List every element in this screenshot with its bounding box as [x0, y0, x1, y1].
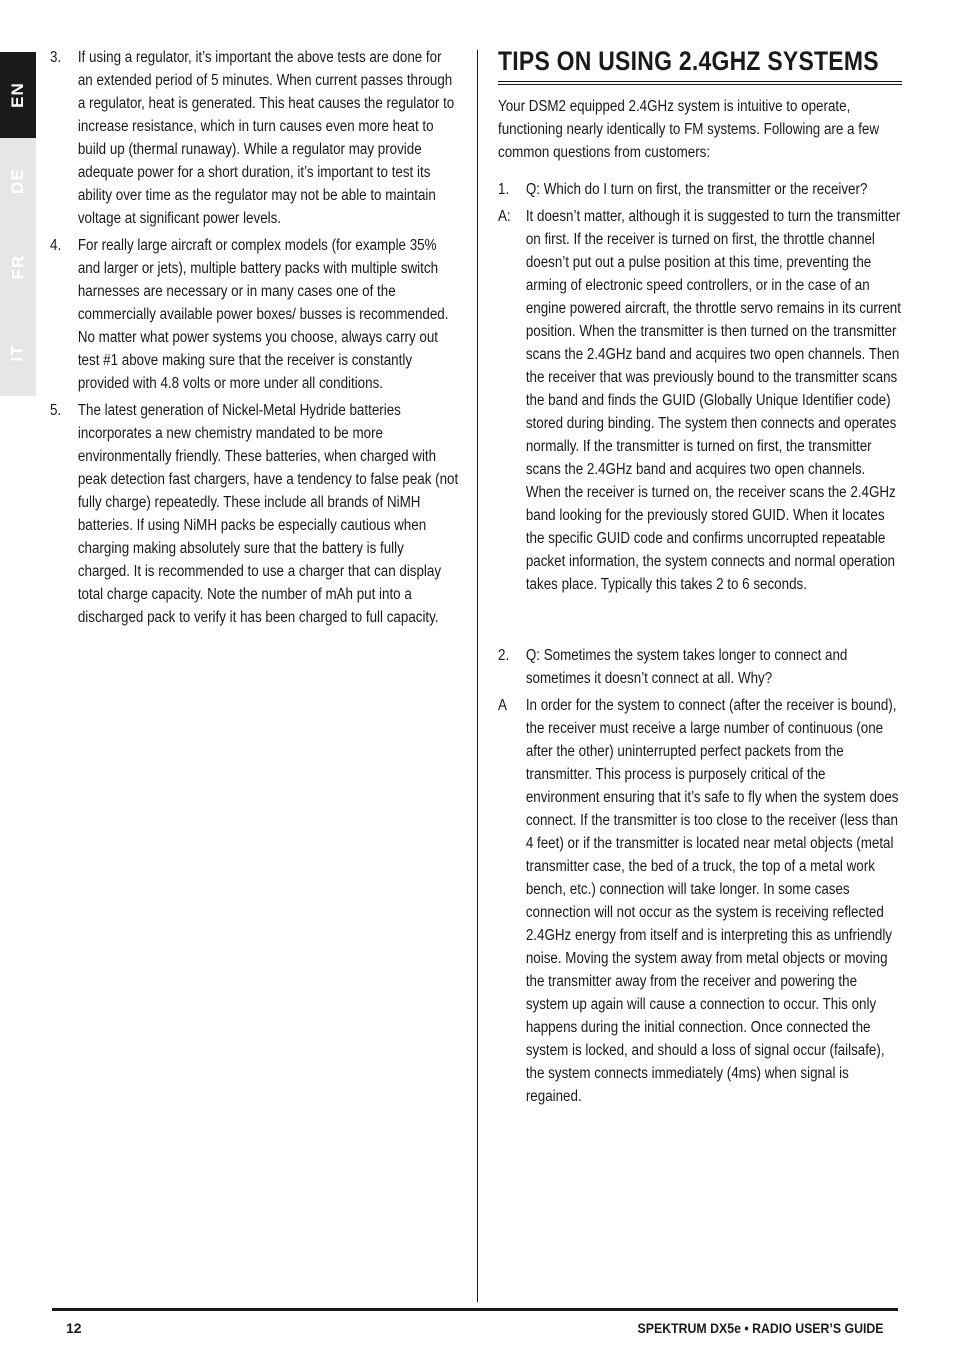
lang-tab-label: IT: [7, 344, 27, 362]
answer-text: It doesn’t matter, although it is suggested to turn the transmitter on first. If the receiver is turned on first, the throttle channel doesn’t put out a pulse position at this time, preventing the arming of electronic speed controllers, or in the case of an engine powered aircraft, the throttle servo remains in its current position. When the transmitter is then turned on the transmitter scans the 2.4GHz band and acquires two open channels. Then the receiver that was previously bound to the transmitter scans the band and finds the GUID (Globally Unique Identifier code) stored during binding. The system then connects and operates normally. If the transmitter is turned on first, the transmitter scans the 2.4GHz band and acquires two open channels. When the receiver is turned on, the receiver scans the 2.4GHz band looking for the previously stored GUID. When it locates the specific GUID code and confirms uncorrupted repeatable packet information, the system connects and normal operation takes place. Typically this takes 2 to 6 seconds.: [525, 208, 901, 593]
lang-tab-en[interactable]: [0, 52, 36, 138]
lang-tab-de[interactable]: [0, 138, 36, 224]
lang-tab-it[interactable]: [0, 310, 36, 396]
list-text: If using a regulator, it’s important the above tests are done for an extended period of 5 minutes. When current passes through a regulator, heat is generated. This heat causes the regulator to increase resistance, which in turn causes even more heat to build up (thermal runaway). While a regulator may provide adequate power for a short duration, it’s important to test its ability over time as the regulator may not be able to maintain voltage at significant power levels.: [77, 49, 455, 227]
list-item: [50, 46, 458, 230]
list-text: For really large aircraft or complex models (for example 35% and larger or jets), multiple battery packs with multiple switch harnesses are necessary or in many cases one of the commercially available power boxes/ busses is recommended. No matter what power systems you choose, always carry out test #1 above making sure that the receiver is constantly provided with 4.8 volts or more under all conditions.: [77, 237, 449, 392]
question-row: [498, 644, 902, 690]
lang-tab-fr[interactable]: [0, 224, 36, 310]
footer-rule: [52, 1308, 898, 1311]
list-item: [50, 234, 458, 395]
question-number: 2.: [498, 647, 510, 664]
spacer: [498, 600, 902, 630]
lang-tab-label: EN: [8, 82, 27, 108]
answer-row: [498, 205, 902, 596]
qa-item-2: [498, 644, 902, 1108]
answer-row: [498, 694, 902, 1108]
question-text: Q: Sometimes the system takes longer to connect and sometimes it doesn’t connect at all. Why?: [525, 647, 848, 687]
column-divider: [477, 50, 478, 1302]
lang-tab-label: DE: [8, 168, 27, 194]
section-heading: TIPS ON USING 2.4GHZ SYSTEMS: [498, 46, 879, 76]
lang-tab-label: FR: [7, 254, 27, 280]
question-row: [498, 178, 902, 201]
list-number: 5.: [50, 402, 62, 419]
page-number: 12: [66, 1320, 82, 1336]
heading-rule: [498, 81, 902, 85]
list-item: [50, 399, 458, 629]
left-column: [50, 46, 458, 633]
guide-title: SPEKTRUM DX5e • RADIO USER’S GUIDE: [638, 1320, 884, 1336]
list-number: 3.: [50, 49, 62, 66]
answer-text: In order for the system to connect (after the receiver is bound), the receiver must receive a large number of continuous (one after the other) uninterrupted perfect packets from the transmitter. This process is purposely critical of the environment ensuring that it’s safe to fly when the system does connect. If the transmitter is too close to the receiver (less than 4 feet) or if the transmitter is located near metal objects (metal transmitter case, the bed of a truck, the top of a metal work bench, etc.) connection will take longer. In some cases connection will not occur as the system is receiving reflected 2.4GHz energy from itself and is interpreting this as unfriendly noise. Moving the system away from metal objects or moving the transmitter away from the receiver and powering the system up again will cause a connection to occur. This only happens during the initial connection. Once connected the system is locked, and should a loss of signal occur (failsafe), the system connects immediately (4ms) when signal is regained.: [525, 697, 899, 1105]
list-number: 4.: [50, 237, 62, 254]
answer-label: A: [498, 697, 507, 714]
qa-item-1: [498, 178, 902, 596]
question-number: 1.: [498, 181, 510, 198]
right-column: [498, 44, 902, 1112]
answer-label: A:: [498, 208, 511, 225]
intro-paragraph: Your DSM2 equipped 2.4GHz system is intuitive to operate, functioning nearly identically to FM systems. Following are a few common questions from customers:: [498, 98, 880, 161]
language-tabs: [0, 52, 36, 396]
list-text: The latest generation of Nickel-Metal Hydride batteries incorporates a new chemistry mandated to be more environmentally friendly. These batteries, when charged with peak detection fast chargers, have a tendency to false peak (not fully charge) repeatedly. These include all brands of NiMH batteries. If using NiMH packs be especially cautious when charging making absolutely sure that the battery is fully charged. It is recommended to use a charger that can display total charge capacity. Note the number of mAh put into a discharged pack to verify it has been charged to full capacity.: [77, 402, 459, 626]
question-text: Q: Which do I turn on first, the transmitter or the receiver?: [525, 181, 868, 198]
